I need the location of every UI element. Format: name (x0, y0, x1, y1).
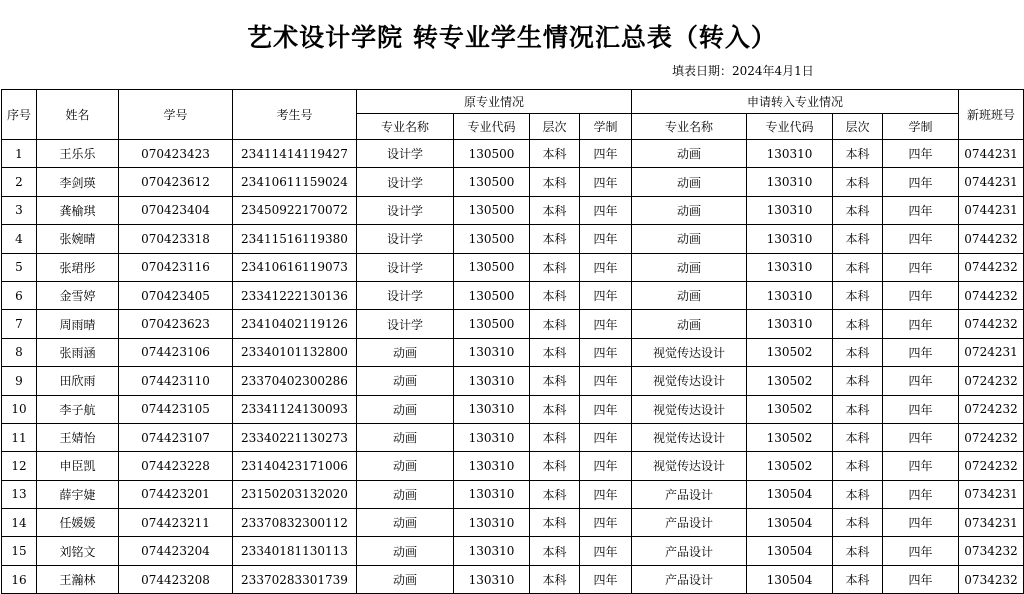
table-row (2, 423, 1024, 451)
cell-exam-id: 23340181130113 (233, 537, 357, 565)
cell-student-id: 074423204 (119, 537, 233, 565)
cell-exam-id: 23370283301739 (233, 565, 357, 593)
cell-exam-id: 23411414119427 (233, 140, 357, 168)
cell-apply-major-name: 产品设计 (632, 537, 747, 565)
cell-name: 王瀚林 (37, 565, 119, 593)
cell-apply-major-code: 130310 (747, 168, 833, 196)
table-row (2, 509, 1024, 537)
header-new-class: 新班班号 (959, 90, 1024, 140)
cell-orig-major-name: 动画 (357, 338, 454, 366)
cell-apply-duration: 四年 (883, 452, 959, 480)
header-apply-duration: 学制 (883, 114, 959, 140)
cell-apply-level: 本科 (833, 225, 883, 253)
cell-apply-major-code: 130502 (747, 423, 833, 451)
cell-apply-duration: 四年 (883, 281, 959, 309)
cell-orig-major-name: 设计学 (357, 140, 454, 168)
cell-apply-duration: 四年 (883, 225, 959, 253)
cell-orig-major-code: 130310 (454, 423, 530, 451)
cell-orig-major-name: 设计学 (357, 310, 454, 338)
table-row (2, 367, 1024, 395)
cell-seq: 16 (2, 565, 37, 593)
cell-orig-level: 本科 (530, 168, 580, 196)
cell-orig-major-code: 130500 (454, 168, 530, 196)
cell-orig-major-code: 130310 (454, 509, 530, 537)
header-name: 姓名 (37, 90, 119, 140)
cell-orig-major-code: 130310 (454, 452, 530, 480)
cell-orig-major-name: 动画 (357, 537, 454, 565)
cell-exam-id: 23340221130273 (233, 423, 357, 451)
table-row (2, 537, 1024, 565)
cell-name: 李子航 (37, 395, 119, 423)
cell-orig-duration: 四年 (580, 423, 632, 451)
cell-orig-major-name: 动画 (357, 423, 454, 451)
cell-orig-level: 本科 (530, 310, 580, 338)
cell-apply-major-name: 动画 (632, 281, 747, 309)
cell-name: 刘铭文 (37, 537, 119, 565)
cell-orig-major-code: 130500 (454, 196, 530, 224)
cell-apply-major-name: 产品设计 (632, 509, 747, 537)
cell-apply-major-name: 视觉传达设计 (632, 395, 747, 423)
cell-apply-major-code: 130502 (747, 395, 833, 423)
cell-seq: 2 (2, 168, 37, 196)
cell-seq: 15 (2, 537, 37, 565)
table-row (2, 338, 1024, 366)
cell-name: 王婧怡 (37, 423, 119, 451)
cell-new-class: 0734231 (959, 480, 1024, 508)
cell-seq: 9 (2, 367, 37, 395)
cell-exam-id: 23410402119126 (233, 310, 357, 338)
table-row (2, 480, 1024, 508)
cell-orig-major-name: 动画 (357, 367, 454, 395)
cell-seq: 12 (2, 452, 37, 480)
cell-orig-level: 本科 (530, 196, 580, 224)
cell-orig-major-name: 动画 (357, 452, 454, 480)
cell-name: 王乐乐 (37, 140, 119, 168)
cell-apply-duration: 四年 (883, 367, 959, 395)
cell-apply-level: 本科 (833, 367, 883, 395)
cell-apply-major-name: 产品设计 (632, 480, 747, 508)
cell-orig-duration: 四年 (580, 480, 632, 508)
cell-orig-level: 本科 (530, 480, 580, 508)
cell-name: 张雨涵 (37, 338, 119, 366)
cell-orig-level: 本科 (530, 565, 580, 593)
cell-orig-level: 本科 (530, 452, 580, 480)
header-orig-major-code: 专业代码 (454, 114, 530, 140)
cell-new-class: 0744231 (959, 196, 1024, 224)
cell-apply-major-name: 动画 (632, 196, 747, 224)
cell-apply-major-code: 130504 (747, 565, 833, 593)
cell-exam-id: 23140423171006 (233, 452, 357, 480)
cell-apply-duration: 四年 (883, 196, 959, 224)
cell-exam-id: 23341222130136 (233, 281, 357, 309)
cell-apply-level: 本科 (833, 480, 883, 508)
cell-name: 李剑瑛 (37, 168, 119, 196)
cell-apply-level: 本科 (833, 565, 883, 593)
cell-apply-major-code: 130504 (747, 480, 833, 508)
cell-student-id: 074423228 (119, 452, 233, 480)
cell-apply-major-code: 130504 (747, 509, 833, 537)
cell-apply-level: 本科 (833, 452, 883, 480)
cell-orig-level: 本科 (530, 253, 580, 281)
cell-apply-major-name: 视觉传达设计 (632, 423, 747, 451)
cell-apply-level: 本科 (833, 395, 883, 423)
header-apply-level: 层次 (833, 114, 883, 140)
cell-apply-duration: 四年 (883, 537, 959, 565)
cell-student-id: 074423106 (119, 338, 233, 366)
cell-new-class: 0734232 (959, 565, 1024, 593)
cell-orig-major-code: 130500 (454, 281, 530, 309)
cell-name: 张珺彤 (37, 253, 119, 281)
cell-seq: 4 (2, 225, 37, 253)
cell-apply-major-name: 视觉传达设计 (632, 452, 747, 480)
cell-orig-duration: 四年 (580, 395, 632, 423)
table-row (2, 452, 1024, 480)
cell-orig-level: 本科 (530, 395, 580, 423)
header-student-id: 学号 (119, 90, 233, 140)
document-title: 艺术设计学院 转专业学生情况汇总表（转入） (247, 23, 777, 52)
cell-orig-duration: 四年 (580, 253, 632, 281)
table-body (2, 140, 1024, 594)
cell-orig-duration: 四年 (580, 310, 632, 338)
table-row (2, 225, 1024, 253)
cell-student-id: 070423423 (119, 140, 233, 168)
cell-apply-duration: 四年 (883, 509, 959, 537)
cell-apply-major-code: 130310 (747, 253, 833, 281)
table-row (2, 310, 1024, 338)
cell-exam-id: 23370832300112 (233, 509, 357, 537)
cell-seq: 10 (2, 395, 37, 423)
cell-name: 张婉晴 (37, 225, 119, 253)
cell-orig-duration: 四年 (580, 452, 632, 480)
cell-exam-id: 23410616119073 (233, 253, 357, 281)
cell-apply-duration: 四年 (883, 140, 959, 168)
cell-orig-level: 本科 (530, 281, 580, 309)
cell-orig-major-name: 设计学 (357, 225, 454, 253)
cell-apply-major-code: 130310 (747, 196, 833, 224)
cell-orig-major-name: 动画 (357, 480, 454, 508)
cell-seq: 1 (2, 140, 37, 168)
cell-apply-duration: 四年 (883, 423, 959, 451)
cell-student-id: 074423107 (119, 423, 233, 451)
cell-apply-major-code: 130310 (747, 140, 833, 168)
cell-apply-level: 本科 (833, 196, 883, 224)
cell-name: 龚榆琪 (37, 196, 119, 224)
cell-name: 申臣凯 (37, 452, 119, 480)
cell-new-class: 0724232 (959, 423, 1024, 451)
cell-orig-major-code: 130310 (454, 537, 530, 565)
cell-orig-duration: 四年 (580, 338, 632, 366)
cell-orig-major-code: 130310 (454, 480, 530, 508)
cell-apply-duration: 四年 (883, 480, 959, 508)
cell-apply-major-code: 130310 (747, 310, 833, 338)
cell-orig-major-name: 设计学 (357, 253, 454, 281)
cell-apply-major-name: 视觉传达设计 (632, 367, 747, 395)
cell-apply-major-name: 动画 (632, 225, 747, 253)
cell-exam-id: 23450922170072 (233, 196, 357, 224)
cell-apply-level: 本科 (833, 509, 883, 537)
header-seq: 序号 (2, 90, 37, 140)
transfer-table (1, 89, 1024, 594)
cell-apply-major-code: 130310 (747, 225, 833, 253)
cell-orig-level: 本科 (530, 537, 580, 565)
cell-student-id: 070423404 (119, 196, 233, 224)
cell-student-id: 070423612 (119, 168, 233, 196)
cell-exam-id: 23370402300286 (233, 367, 357, 395)
cell-name: 田欣雨 (37, 367, 119, 395)
cell-student-id: 070423318 (119, 225, 233, 253)
header-orig-duration: 学制 (580, 114, 632, 140)
cell-apply-level: 本科 (833, 310, 883, 338)
cell-apply-major-name: 动画 (632, 253, 747, 281)
cell-apply-major-name: 产品设计 (632, 565, 747, 593)
cell-apply-level: 本科 (833, 338, 883, 366)
cell-new-class: 0744231 (959, 140, 1024, 168)
cell-orig-major-code: 130500 (454, 140, 530, 168)
cell-new-class: 0744232 (959, 225, 1024, 253)
cell-orig-level: 本科 (530, 367, 580, 395)
cell-apply-duration: 四年 (883, 338, 959, 366)
header-orig-level: 层次 (530, 114, 580, 140)
cell-new-class: 0744232 (959, 281, 1024, 309)
cell-orig-major-name: 设计学 (357, 281, 454, 309)
cell-orig-level: 本科 (530, 225, 580, 253)
cell-student-id: 074423201 (119, 480, 233, 508)
cell-new-class: 0724232 (959, 367, 1024, 395)
cell-apply-duration: 四年 (883, 168, 959, 196)
cell-orig-major-code: 130500 (454, 253, 530, 281)
cell-apply-level: 本科 (833, 140, 883, 168)
cell-apply-major-code: 130502 (747, 367, 833, 395)
cell-student-id: 070423623 (119, 310, 233, 338)
cell-apply-duration: 四年 (883, 565, 959, 593)
cell-new-class: 0724232 (959, 452, 1024, 480)
cell-new-class: 0744232 (959, 253, 1024, 281)
cell-orig-major-name: 设计学 (357, 196, 454, 224)
cell-apply-major-code: 130502 (747, 452, 833, 480)
cell-name: 周雨晴 (37, 310, 119, 338)
cell-apply-major-code: 130310 (747, 281, 833, 309)
cell-seq: 11 (2, 423, 37, 451)
cell-orig-duration: 四年 (580, 225, 632, 253)
cell-orig-duration: 四年 (580, 367, 632, 395)
cell-orig-major-name: 动画 (357, 509, 454, 537)
cell-apply-level: 本科 (833, 253, 883, 281)
table-row (2, 168, 1024, 196)
cell-orig-level: 本科 (530, 509, 580, 537)
fill-date: 填表日期：2024年4月1日 (672, 64, 814, 78)
cell-exam-id: 23410611159024 (233, 168, 357, 196)
table-row (2, 395, 1024, 423)
cell-seq: 8 (2, 338, 37, 366)
cell-seq: 7 (2, 310, 37, 338)
cell-student-id: 070423405 (119, 281, 233, 309)
cell-apply-major-name: 动画 (632, 140, 747, 168)
cell-orig-major-code: 130310 (454, 367, 530, 395)
header-exam-id: 考生号 (233, 90, 357, 140)
cell-orig-major-code: 130500 (454, 225, 530, 253)
table-row (2, 565, 1024, 593)
cell-new-class: 0724231 (959, 338, 1024, 366)
cell-orig-level: 本科 (530, 140, 580, 168)
cell-orig-duration: 四年 (580, 196, 632, 224)
cell-orig-major-code: 130310 (454, 395, 530, 423)
cell-orig-major-code: 130310 (454, 338, 530, 366)
table-row (2, 196, 1024, 224)
cell-orig-duration: 四年 (580, 281, 632, 309)
cell-student-id: 074423110 (119, 367, 233, 395)
cell-orig-duration: 四年 (580, 168, 632, 196)
cell-orig-duration: 四年 (580, 565, 632, 593)
cell-apply-major-name: 动画 (632, 168, 747, 196)
cell-apply-duration: 四年 (883, 253, 959, 281)
cell-orig-level: 本科 (530, 338, 580, 366)
cell-apply-level: 本科 (833, 281, 883, 309)
cell-apply-level: 本科 (833, 423, 883, 451)
header-original-major-group: 原专业情况 (357, 90, 632, 114)
cell-orig-duration: 四年 (580, 537, 632, 565)
cell-seq: 13 (2, 480, 37, 508)
cell-orig-major-code: 130500 (454, 310, 530, 338)
cell-orig-major-name: 设计学 (357, 168, 454, 196)
cell-new-class: 0724232 (959, 395, 1024, 423)
cell-apply-level: 本科 (833, 168, 883, 196)
cell-name: 金雪婷 (37, 281, 119, 309)
cell-new-class: 0734231 (959, 509, 1024, 537)
table-row (2, 281, 1024, 309)
cell-apply-level: 本科 (833, 537, 883, 565)
cell-orig-duration: 四年 (580, 140, 632, 168)
cell-apply-major-code: 130504 (747, 537, 833, 565)
header-apply-major-code: 专业代码 (747, 114, 833, 140)
cell-student-id: 070423116 (119, 253, 233, 281)
cell-orig-major-name: 动画 (357, 395, 454, 423)
cell-new-class: 0734232 (959, 537, 1024, 565)
header-apply-major-group: 申请转入专业情况 (632, 90, 959, 114)
cell-seq: 6 (2, 281, 37, 309)
cell-apply-duration: 四年 (883, 310, 959, 338)
cell-orig-duration: 四年 (580, 509, 632, 537)
cell-exam-id: 23150203132020 (233, 480, 357, 508)
cell-orig-level: 本科 (530, 423, 580, 451)
cell-name: 薛宇婕 (37, 480, 119, 508)
cell-orig-major-name: 动画 (357, 565, 454, 593)
header-orig-major-name: 专业名称 (357, 114, 454, 140)
cell-exam-id: 23411516119380 (233, 225, 357, 253)
table-row (2, 140, 1024, 168)
cell-new-class: 0744231 (959, 168, 1024, 196)
table-row (2, 253, 1024, 281)
cell-apply-major-name: 动画 (632, 310, 747, 338)
cell-seq: 3 (2, 196, 37, 224)
header-apply-major-name: 专业名称 (632, 114, 747, 140)
cell-new-class: 0744232 (959, 310, 1024, 338)
cell-exam-id: 23341124130093 (233, 395, 357, 423)
cell-exam-id: 23340101132800 (233, 338, 357, 366)
cell-orig-major-code: 130310 (454, 565, 530, 593)
header-row-1 (2, 90, 1024, 114)
cell-student-id: 074423105 (119, 395, 233, 423)
cell-apply-duration: 四年 (883, 395, 959, 423)
cell-apply-major-code: 130502 (747, 338, 833, 366)
cell-seq: 5 (2, 253, 37, 281)
cell-student-id: 074423208 (119, 565, 233, 593)
cell-student-id: 074423211 (119, 509, 233, 537)
cell-seq: 14 (2, 509, 37, 537)
cell-name: 任媛媛 (37, 509, 119, 537)
cell-apply-major-name: 视觉传达设计 (632, 338, 747, 366)
